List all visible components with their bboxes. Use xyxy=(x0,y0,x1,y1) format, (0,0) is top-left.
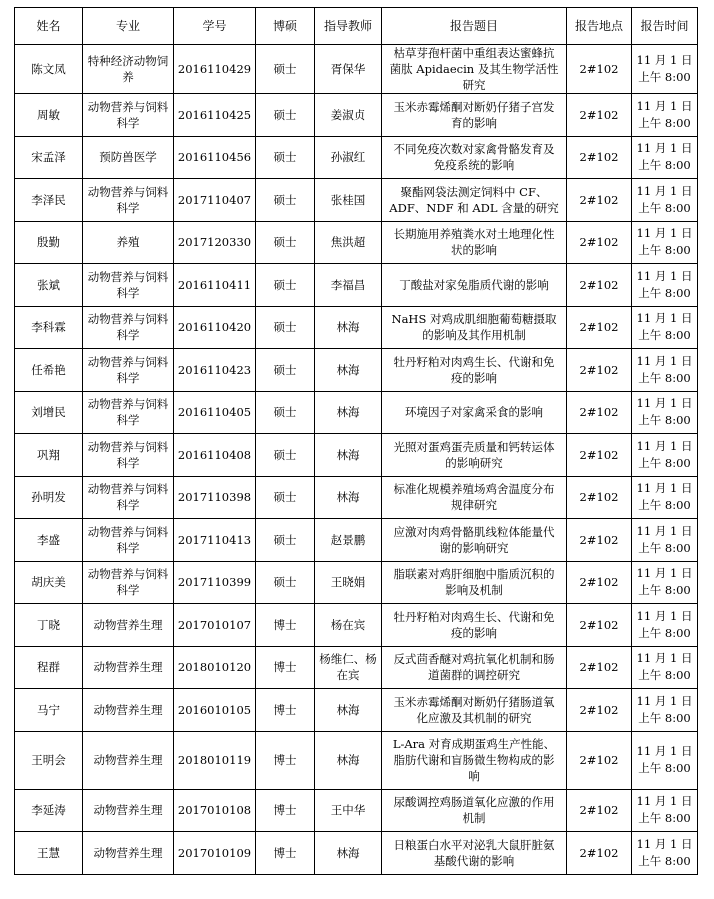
major-cell: 动物营养生理 xyxy=(83,731,174,789)
student-id-cell: 2016110429 xyxy=(174,45,256,94)
report-date: 11 月 1 日 xyxy=(636,53,693,67)
advisor-cell: 王晓娟 xyxy=(315,561,382,604)
degree-cell: 硕士 xyxy=(256,179,315,222)
report-location-cell: 2#102 xyxy=(567,561,632,604)
report-location-cell: 2#102 xyxy=(567,391,632,434)
student-name-cell: 程群 xyxy=(15,646,83,689)
header-student-id: 学号 xyxy=(174,8,256,45)
major-cell: 动物营养生理 xyxy=(83,832,174,875)
report-clock-time: 上午 8:00 xyxy=(638,498,691,513)
table-row xyxy=(15,221,698,264)
major-cell: 动物营养生理 xyxy=(83,789,174,832)
student-id-cell: 2018010119 xyxy=(174,731,256,789)
student-name-cell: 李延涛 xyxy=(15,789,83,832)
report-clock-time: 上午 8:00 xyxy=(638,285,691,300)
degree-cell: 硕士 xyxy=(256,264,315,307)
table-row xyxy=(15,646,698,689)
advisor-cell: 杨在宾 xyxy=(315,604,382,647)
student-id-cell: 2016110420 xyxy=(174,306,256,349)
degree-cell: 硕士 xyxy=(256,476,315,519)
table-row xyxy=(15,179,698,222)
advisor-cell: 林海 xyxy=(315,306,382,349)
table-row xyxy=(15,731,698,789)
degree-cell: 硕士 xyxy=(256,306,315,349)
report-clock-time: 上午 8:00 xyxy=(638,455,691,470)
major-cell: 动物营养与饲料科学 xyxy=(83,391,174,434)
report-date: 11 月 1 日 xyxy=(636,141,693,156)
advisor-cell: 林海 xyxy=(315,832,382,875)
report-date: 11 月 1 日 xyxy=(636,268,693,283)
student-id-cell: 2017110399 xyxy=(174,561,256,604)
degree-cell: 硕士 xyxy=(256,45,315,94)
student-id-cell: 2016110408 xyxy=(174,434,256,477)
major-cell: 动物营养与饲料科学 xyxy=(83,519,174,562)
advisor-cell: 林海 xyxy=(315,434,382,477)
report-date: 11 月 1 日 xyxy=(636,651,693,666)
header-advisor: 指导教师 xyxy=(315,8,382,45)
student-id-cell: 2017010107 xyxy=(174,604,256,647)
report-date: 11 月 1 日 xyxy=(636,438,693,453)
degree-cell: 硕士 xyxy=(256,391,315,434)
report-location-cell: 2#102 xyxy=(567,306,632,349)
student-name-cell: 孙明发 xyxy=(15,476,83,519)
major-cell: 动物营养与饲料科学 xyxy=(83,179,174,222)
report-clock-time: 上午 8:00 xyxy=(638,328,691,343)
report-date: 11 月 1 日 xyxy=(636,481,693,496)
report-location-cell: 2#102 xyxy=(567,789,632,832)
advisor-cell: 张桂国 xyxy=(315,179,382,222)
report-topic-cell: 尿酸调控鸡肠道氧化应激的作用机制 xyxy=(382,789,567,832)
report-time-cell xyxy=(632,306,698,349)
report-time-cell xyxy=(632,731,698,789)
degree-cell: 硕士 xyxy=(256,434,315,477)
report-location-cell: 2#102 xyxy=(567,94,632,137)
student-name-cell: 李科霖 xyxy=(15,306,83,349)
report-location-cell: 2#102 xyxy=(567,519,632,562)
table-row xyxy=(15,391,698,434)
advisor-cell: 林海 xyxy=(315,391,382,434)
table-row xyxy=(15,264,698,307)
report-date: 11 月 1 日 xyxy=(636,744,693,758)
report-topic-cell: 丁酸盐对家兔脂质代谢的影响 xyxy=(382,264,567,307)
report-date: 11 月 1 日 xyxy=(636,608,693,623)
report-clock-time: 上午 8:00 xyxy=(638,243,691,258)
report-clock-time: 上午 8:00 xyxy=(638,761,691,775)
major-cell: 动物营养与饲料科学 xyxy=(83,264,174,307)
report-location-cell: 2#102 xyxy=(567,604,632,647)
advisor-cell: 杨维仁、杨在宾 xyxy=(315,646,382,689)
report-topic-cell: 光照对蛋鸡蛋壳质量和钙转运体的影响研究 xyxy=(382,434,567,477)
major-cell: 动物营养与饲料科学 xyxy=(83,476,174,519)
report-time-cell xyxy=(632,136,698,179)
report-location-cell: 2#102 xyxy=(567,179,632,222)
report-time-cell xyxy=(632,349,698,392)
report-clock-time: 上午 8:00 xyxy=(638,413,691,428)
student-name-cell: 王明会 xyxy=(15,731,83,789)
report-date: 11 月 1 日 xyxy=(636,353,693,368)
student-name-cell: 王慧 xyxy=(15,832,83,875)
student-name-cell: 胡庆美 xyxy=(15,561,83,604)
student-name-cell: 周敏 xyxy=(15,94,83,137)
student-name-cell: 宋孟泽 xyxy=(15,136,83,179)
report-location-cell: 2#102 xyxy=(567,731,632,789)
report-time-cell xyxy=(632,221,698,264)
degree-cell: 硕士 xyxy=(256,349,315,392)
report-date: 11 月 1 日 xyxy=(636,566,693,581)
report-time-cell xyxy=(632,789,698,832)
report-location-cell: 2#102 xyxy=(567,689,632,732)
report-clock-time: 上午 8:00 xyxy=(638,200,691,215)
table-row xyxy=(15,789,698,832)
report-topic-cell: 玉米赤霉烯酮对断奶仔猪子宫发育的影响 xyxy=(382,94,567,137)
report-time-cell xyxy=(632,476,698,519)
student-name-cell: 巩翔 xyxy=(15,434,83,477)
degree-cell: 博士 xyxy=(256,604,315,647)
degree-cell: 博士 xyxy=(256,646,315,689)
report-time-cell xyxy=(632,561,698,604)
student-name-cell: 张斌 xyxy=(15,264,83,307)
report-clock-time: 上午 8:00 xyxy=(638,370,691,385)
table-row xyxy=(15,349,698,392)
advisor-cell: 林海 xyxy=(315,731,382,789)
advisor-cell: 林海 xyxy=(315,476,382,519)
report-topic-cell: 牡丹籽粕对肉鸡生长、代谢和免疫的影响 xyxy=(382,349,567,392)
table-row xyxy=(15,45,698,94)
report-time-cell xyxy=(632,391,698,434)
report-date: 11 月 1 日 xyxy=(636,523,693,538)
report-location-cell: 2#102 xyxy=(567,136,632,179)
report-time-cell xyxy=(632,45,698,94)
report-topic-cell: 脂联素对鸡肝细胞中脂质沉积的影响及机制 xyxy=(382,561,567,604)
report-date: 11 月 1 日 xyxy=(636,183,693,198)
report-location-cell: 2#102 xyxy=(567,45,632,94)
advisor-cell: 焦洪超 xyxy=(315,221,382,264)
major-cell: 动物营养生理 xyxy=(83,689,174,732)
student-id-cell: 2016110456 xyxy=(174,136,256,179)
major-cell: 预防兽医学 xyxy=(83,136,174,179)
report-clock-time: 上午 8:00 xyxy=(638,625,691,640)
report-location-cell: 2#102 xyxy=(567,476,632,519)
table-body xyxy=(15,45,698,875)
report-clock-time: 上午 8:00 xyxy=(638,70,691,84)
report-date: 11 月 1 日 xyxy=(636,794,693,809)
report-clock-time: 上午 8:00 xyxy=(638,540,691,555)
report-clock-time: 上午 8:00 xyxy=(638,115,691,130)
degree-cell: 硕士 xyxy=(256,519,315,562)
major-cell: 动物营养生理 xyxy=(83,646,174,689)
student-name-cell: 李盛 xyxy=(15,519,83,562)
advisor-cell: 赵景鹏 xyxy=(315,519,382,562)
report-topic-cell: 长期施用养殖粪水对土地理化性状的影响 xyxy=(382,221,567,264)
report-clock-time: 上午 8:00 xyxy=(638,668,691,683)
report-time-cell xyxy=(632,434,698,477)
table-row xyxy=(15,136,698,179)
student-name-cell: 马宁 xyxy=(15,689,83,732)
header-row xyxy=(15,8,698,45)
degree-cell: 博士 xyxy=(256,789,315,832)
report-topic-cell: 玉米赤霉烯酮对断奶仔猪肠道氧化应激及其机制的研究 xyxy=(382,689,567,732)
table-row xyxy=(15,476,698,519)
table-row xyxy=(15,94,698,137)
student-name-cell: 李泽民 xyxy=(15,179,83,222)
report-topic-cell: 环境因子对家禽采食的影响 xyxy=(382,391,567,434)
table-row xyxy=(15,561,698,604)
report-topic-cell: 牡丹籽粕对肉鸡生长、代谢和免疫的影响 xyxy=(382,604,567,647)
report-clock-time: 上午 8:00 xyxy=(638,583,691,598)
header-time: 报告时间 xyxy=(632,8,698,45)
report-location-cell: 2#102 xyxy=(567,434,632,477)
student-id-cell: 2017120330 xyxy=(174,221,256,264)
major-cell: 动物营养与饲料科学 xyxy=(83,561,174,604)
student-id-cell: 2017010109 xyxy=(174,832,256,875)
report-topic-cell: 标准化规模养殖场鸡舍温度分布规律研究 xyxy=(382,476,567,519)
degree-cell: 硕士 xyxy=(256,94,315,137)
report-location-cell: 2#102 xyxy=(567,832,632,875)
report-topic-cell: 反式茴香醚对鸡抗氧化机制和肠道菌群的调控研究 xyxy=(382,646,567,689)
student-id-cell: 2017110413 xyxy=(174,519,256,562)
report-topic-cell: L-Ara 对育成期蛋鸡生产性能、脂肪代谢和盲肠微生物构成的影响 xyxy=(382,731,567,789)
degree-cell: 博士 xyxy=(256,832,315,875)
student-id-cell: 2017110398 xyxy=(174,476,256,519)
student-name-cell: 丁晓 xyxy=(15,604,83,647)
major-cell: 养殖 xyxy=(83,221,174,264)
major-cell: 特种经济动物饲养 xyxy=(83,45,174,94)
header-location: 报告地点 xyxy=(567,8,632,45)
student-id-cell: 2016110423 xyxy=(174,349,256,392)
advisor-cell: 姜淑贞 xyxy=(315,94,382,137)
report-time-cell xyxy=(632,94,698,137)
report-date: 11 月 1 日 xyxy=(636,396,693,411)
table-row xyxy=(15,689,698,732)
student-id-cell: 2017110407 xyxy=(174,179,256,222)
report-schedule-table xyxy=(14,7,698,875)
report-date: 11 月 1 日 xyxy=(636,98,693,113)
degree-cell: 博士 xyxy=(256,731,315,789)
report-time-cell xyxy=(632,179,698,222)
report-time-cell xyxy=(632,519,698,562)
report-date: 11 月 1 日 xyxy=(636,836,693,851)
report-location-cell: 2#102 xyxy=(567,349,632,392)
table-row xyxy=(15,306,698,349)
table-row xyxy=(15,434,698,477)
table-row xyxy=(15,519,698,562)
degree-cell: 硕士 xyxy=(256,561,315,604)
student-id-cell: 2016110411 xyxy=(174,264,256,307)
student-id-cell: 2017010108 xyxy=(174,789,256,832)
advisor-cell: 孙淑红 xyxy=(315,136,382,179)
report-clock-time: 上午 8:00 xyxy=(638,710,691,725)
report-time-cell xyxy=(632,832,698,875)
table-row xyxy=(15,832,698,875)
report-location-cell: 2#102 xyxy=(567,221,632,264)
report-time-cell xyxy=(632,264,698,307)
report-time-cell xyxy=(632,646,698,689)
degree-cell: 博士 xyxy=(256,689,315,732)
report-date: 11 月 1 日 xyxy=(636,226,693,241)
major-cell: 动物营养与饲料科学 xyxy=(83,306,174,349)
table-row xyxy=(15,604,698,647)
advisor-cell: 李福昌 xyxy=(315,264,382,307)
report-time-cell xyxy=(632,604,698,647)
degree-cell: 硕士 xyxy=(256,221,315,264)
report-topic-cell: NaHS 对鸡成肌细胞葡萄糖摄取的影响及其作用机制 xyxy=(382,306,567,349)
report-topic-cell: 不同免疫次数对家禽骨骼发育及免疫系统的影响 xyxy=(382,136,567,179)
student-name-cell: 殷勤 xyxy=(15,221,83,264)
advisor-cell: 林海 xyxy=(315,689,382,732)
major-cell: 动物营养与饲料科学 xyxy=(83,94,174,137)
header-name: 姓名 xyxy=(15,8,83,45)
student-id-cell: 2016010105 xyxy=(174,689,256,732)
major-cell: 动物营养与饲料科学 xyxy=(83,349,174,392)
report-location-cell: 2#102 xyxy=(567,646,632,689)
report-date: 11 月 1 日 xyxy=(636,693,693,708)
advisor-cell: 林海 xyxy=(315,349,382,392)
report-topic-cell: 应激对肉鸡骨骼肌线粒体能量代谢的影响研究 xyxy=(382,519,567,562)
report-topic-cell: 聚酯网袋法测定饲料中 CF、ADF、NDF 和 ADL 含量的研究 xyxy=(382,179,567,222)
student-id-cell: 2016110425 xyxy=(174,94,256,137)
student-name-cell: 刘增民 xyxy=(15,391,83,434)
student-id-cell: 2018010120 xyxy=(174,646,256,689)
advisor-cell: 胥保华 xyxy=(315,45,382,94)
report-date: 11 月 1 日 xyxy=(636,311,693,326)
report-time-cell xyxy=(632,689,698,732)
advisor-cell: 王中华 xyxy=(315,789,382,832)
major-cell: 动物营养生理 xyxy=(83,604,174,647)
report-clock-time: 上午 8:00 xyxy=(638,853,691,868)
header-major: 专业 xyxy=(83,8,174,45)
degree-cell: 硕士 xyxy=(256,136,315,179)
header-degree: 博硕 xyxy=(256,8,315,45)
student-name-cell: 任希艳 xyxy=(15,349,83,392)
header-topic: 报告题目 xyxy=(382,8,567,45)
student-id-cell: 2016110405 xyxy=(174,391,256,434)
report-topic-cell: 日粮蛋白水平对泌乳大鼠肝脏氨基酸代谢的影响 xyxy=(382,832,567,875)
student-name-cell: 陈文凤 xyxy=(15,45,83,94)
report-clock-time: 上午 8:00 xyxy=(638,158,691,173)
report-clock-time: 上午 8:00 xyxy=(638,811,691,826)
major-cell: 动物营养与饲料科学 xyxy=(83,434,174,477)
report-topic-cell: 枯草芽孢杆菌中重组表达蜜蜂抗菌肽 Apidaecin 及其生物学活性研究 xyxy=(382,45,567,94)
report-location-cell: 2#102 xyxy=(567,264,632,307)
